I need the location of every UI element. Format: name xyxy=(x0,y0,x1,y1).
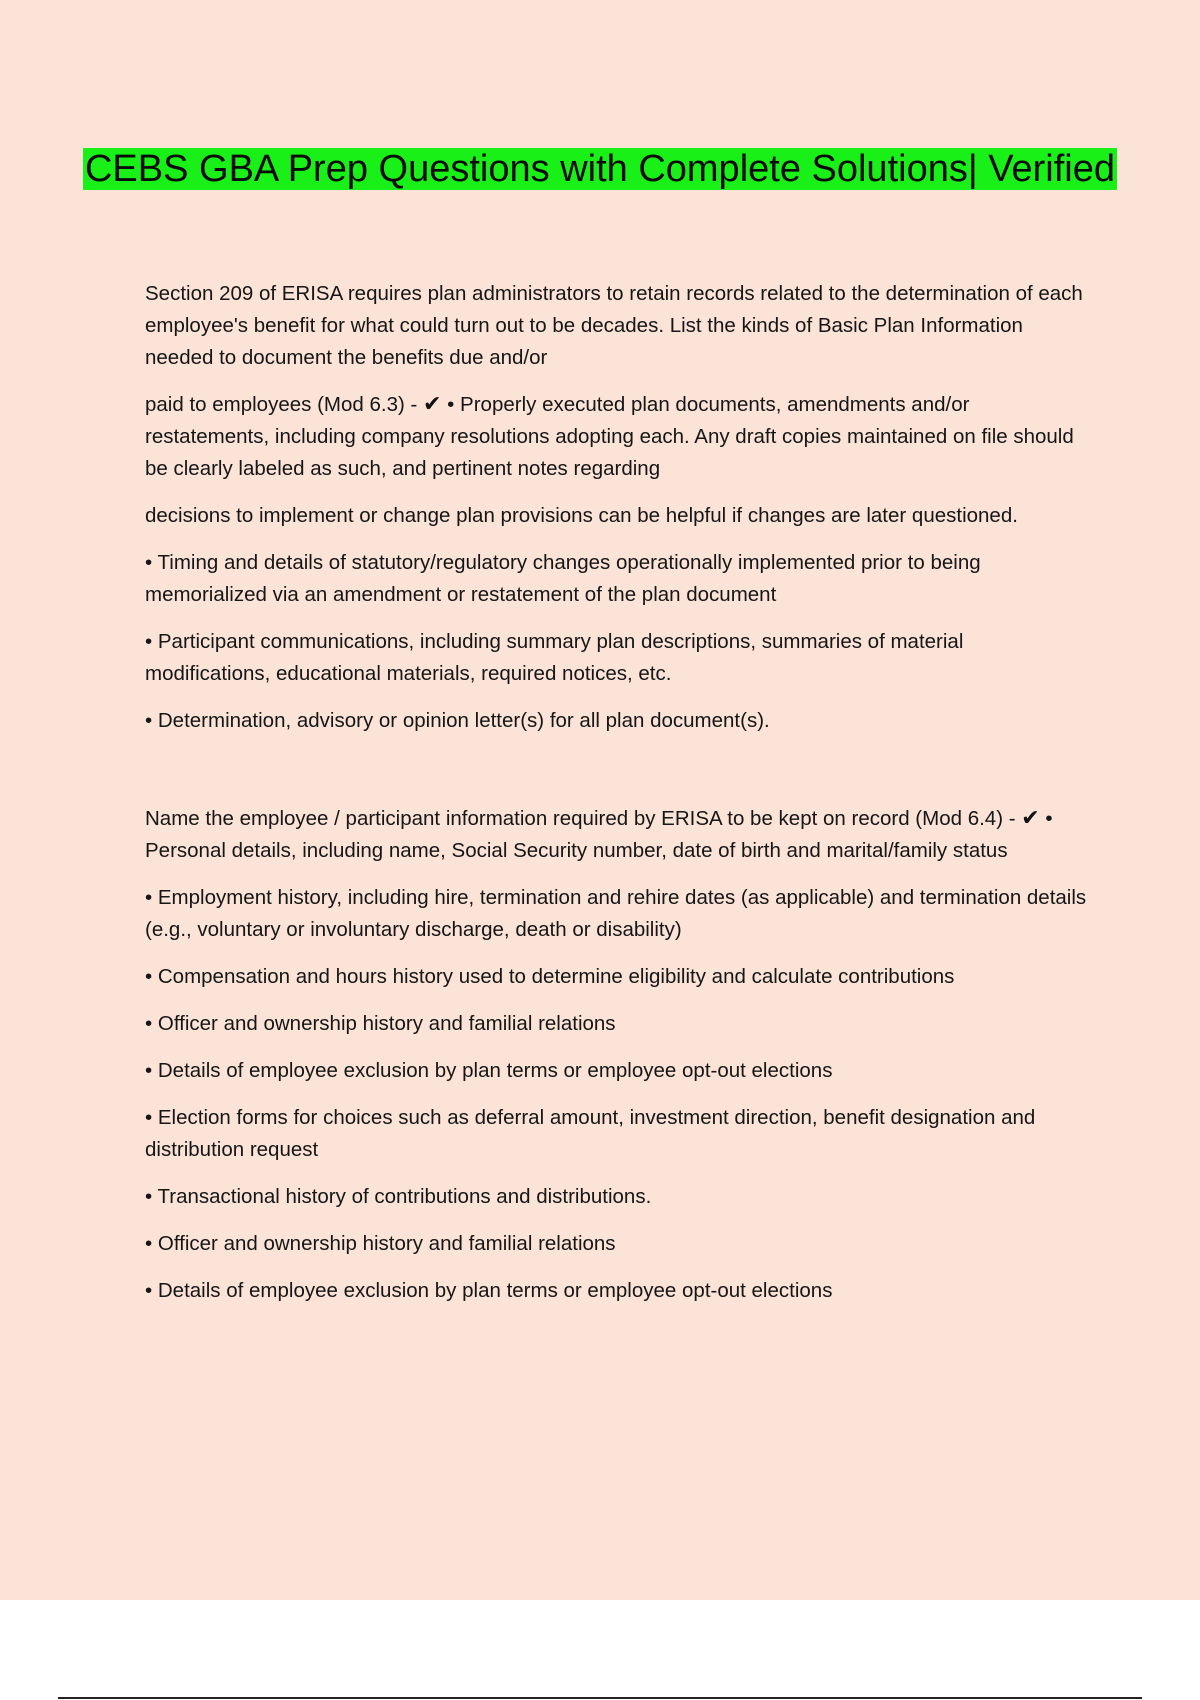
q1-question-text: Section 209 of ERISA requires plan administrators to retain records related to the determination of each employee's benefit for what could turn out to be decades. List the kinds of Basic Plan Information needed to document the benefits due and/or xyxy=(145,282,1083,369)
document-title-block xyxy=(0,140,1200,198)
q1-answer-start xyxy=(145,389,1090,485)
q1-bullet: • Determination, advisory or opinion letter(s) for all plan document(s). xyxy=(145,709,770,732)
section-gap xyxy=(145,752,1090,803)
check-mark-icon: ✔ xyxy=(423,392,442,417)
q2-question-and-answer xyxy=(145,803,1090,867)
document-body xyxy=(145,278,1090,1322)
q1-answer-text: • Properly executed plan documents, amendments and/or restatements, including company resolutions adopting each. Any draft copies maintained on file should be clearly labeled as such, and pertinent notes regarding xyxy=(145,393,1074,480)
q1-question-tail: paid to employees (Mod 6.3) - xyxy=(145,393,424,416)
q2-bullet: • Officer and ownership history and familial relations xyxy=(145,1232,616,1255)
q2-answer-text: • Personal details, including name, Social Security number, date of birth and marital/family status xyxy=(145,807,1053,862)
document-title: CEBS GBA Prep Questions with Complete Solutions| Verified xyxy=(84,148,1116,190)
check-mark-icon: ✔ xyxy=(1021,806,1040,831)
q2-bullet: • Details of employee exclusion by plan terms or employee opt-out elections xyxy=(145,1279,833,1302)
q2-bullet: • Compensation and hours history used to determine eligibility and calculate contributions xyxy=(145,965,955,988)
q1-bullet: • Participant communications, including summary plan descriptions, summaries of material modifications, educational materials, required notices, etc. xyxy=(145,630,964,685)
footer-divider xyxy=(58,1697,1142,1699)
q2-bullet: • Details of employee exclusion by plan terms or employee opt-out elections xyxy=(145,1059,833,1082)
q1-answer-continued: decisions to implement or change plan provisions can be helpful if changes are later questioned. xyxy=(145,504,1018,527)
q2-bullet: • Election forms for choices such as deferral amount, investment direction, benefit designation and distribution request xyxy=(145,1106,1036,1161)
q2-bullet: • Employment history, including hire, termination and rehire dates (as applicable) and termination details (e.g., voluntary or involuntary discharge, death or disability) xyxy=(145,886,1087,941)
q2-bullet: • Officer and ownership history and familial relations xyxy=(145,1012,616,1035)
q1-bullet: • Timing and details of statutory/regulatory changes operationally implemented prior to being memorialized via an amendment or restatement of the plan document xyxy=(145,551,981,606)
q2-bullet: • Transactional history of contributions and distributions. xyxy=(145,1185,652,1208)
q2-question-text: Name the employee / participant information required by ERISA to be kept on record (Mod 6.4) - xyxy=(145,807,1022,830)
